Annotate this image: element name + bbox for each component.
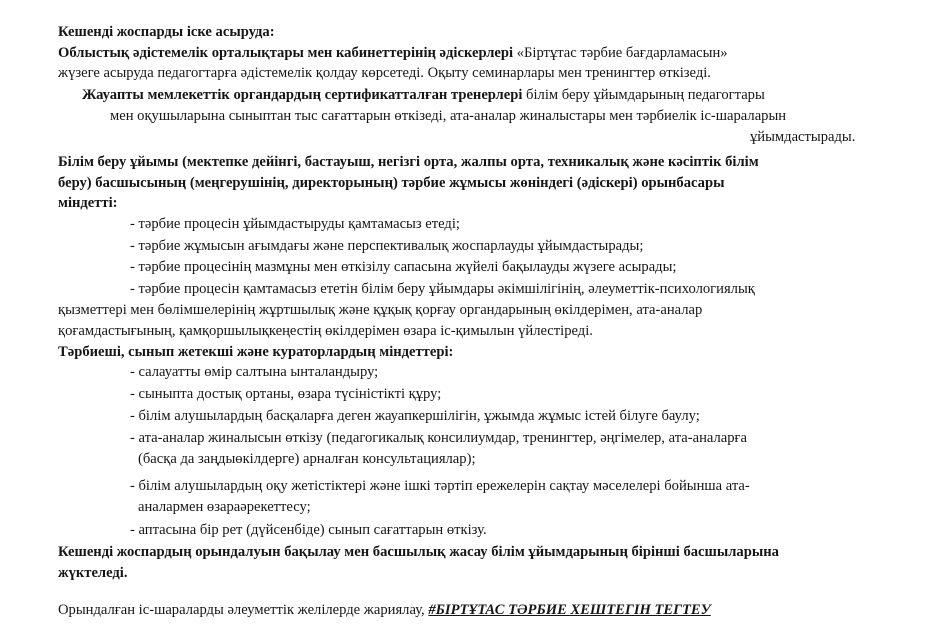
deputy-item-2: - тәрбие жұмысын ағымдағы және перспективалық жоспарлауды ұйымдастырады; (130, 238, 644, 254)
curators-item-4-line1: - ата-аналар жиналысын өткізу (педагогикалық консилиумдар, тренингтер, әңгімелер, ата-аналарға (130, 430, 747, 446)
control-line2: жүктеледі. (58, 565, 128, 581)
deputy-item-4-line3: қоғамдастығының, қамқоршылықкеңестің өкілдерімен өзара іс-қимылын үйлестіреді. (58, 323, 593, 339)
para2-bold: Жауапты мемлекеттік органдардың сертификатталған тренерлері (82, 87, 523, 103)
control-line1: Кешенді жоспардың орындалуын бақылау мен басшылық жасау білім ұйымдарының бірінші басшыларына (58, 544, 779, 560)
curators-item-6: - аптасына бір рет (дүйсенбіде) сынып сағаттарын өткізу. (130, 522, 487, 538)
para2-line1 (82, 85, 765, 105)
para1-line2: жүзеге асыруда педагогтарға әдістемелік қолдау көрсетеді. Оқыту семинарлары мен тренингтер өткізеді. (58, 65, 711, 81)
section-heading: Кешенді жоспарды іске асыруда: (58, 24, 275, 40)
footer-text: Орындалған іс-шараларды әлеуметтік желілерде жариялау, (58, 602, 429, 618)
deputy-item-4-line1: - тәрбие процесін қамтамасыз ететін білім беру ұйымдары әкімшілігінің, әлеуметтік-психологиялық (130, 281, 755, 297)
curators-item-3: - білім алушылардың басқаларға деген жауапкершілігін, ұжымда жұмыс істей білуге баулу; (130, 408, 700, 424)
curators-item-4-line2: (басқа да заңдыөкілдерге) арналған консультациялар); (138, 451, 476, 467)
deputy-item-4-line2: қызметтері мен бөлімшелерінің жұртшылық және құқық қорғау органдарының өкілдерімен, ата-аналар (58, 302, 703, 318)
deputy-line3: міндетті: (58, 195, 118, 211)
curators-item-1: - салауатты өмір салтына ынталандыру; (130, 364, 379, 380)
deputy-item-3: - тәрбие процесінің мазмұны мен өткізілу сапасына жүйелі бақылауды жүзеге асырады; (130, 259, 677, 275)
footer-line (58, 600, 711, 620)
hashtag-link[interactable]: #БІРТҰТАС ТӘРБИЕ ХЕШТЕГІН ТЕГТЕУ (428, 602, 711, 618)
deputy-item-1: - тәрбие процесін ұйымдастыруды қамтамасыз етеді; (130, 216, 460, 232)
para2-line2: мен оқушыларына сыныптан тыс сағаттарын өткізеді, ата-аналар жиналыстары мен тәрбиелік іс-шараларын (110, 108, 787, 124)
para2-line3: ұйымдастырады. (750, 129, 856, 145)
para1-rest: «Біртұтас тәрбие бағдарламасын» (513, 45, 728, 61)
curators-item-2: - сыныпта достық ортаны, өзара түсіністікті құру; (130, 386, 442, 402)
curators-item-5-line1: - білім алушылардың оқу жетістіктері және ішкі тәртіп ережелерін сақтау мәселелері бойынша ата- (130, 478, 750, 494)
deputy-line2: беру) басшысының (меңгерушінің, директорының) тәрбие жұмысы жөніндегі (әдіскері) орынбасары (58, 175, 725, 191)
deputy-line1: Білім беру ұйымы (мектепке дейінгі, бастауыш, негізгі орта, жалпы орта, техникалық және кәсіптік білім (58, 154, 759, 170)
para1-bold: Облыстық әдістемелік орталықтары мен кабинеттерінің әдіскерлері (58, 45, 514, 61)
para2-rest: білім беру ұйымдарының педагогтары (522, 87, 765, 103)
para1-line1 (58, 43, 845, 63)
curators-item-5-line2: аналармен өзараәрекеттесу; (138, 499, 311, 515)
curators-heading: Тәрбиеші, сынып жетекші және кураторлардың міндеттері: (58, 344, 454, 360)
